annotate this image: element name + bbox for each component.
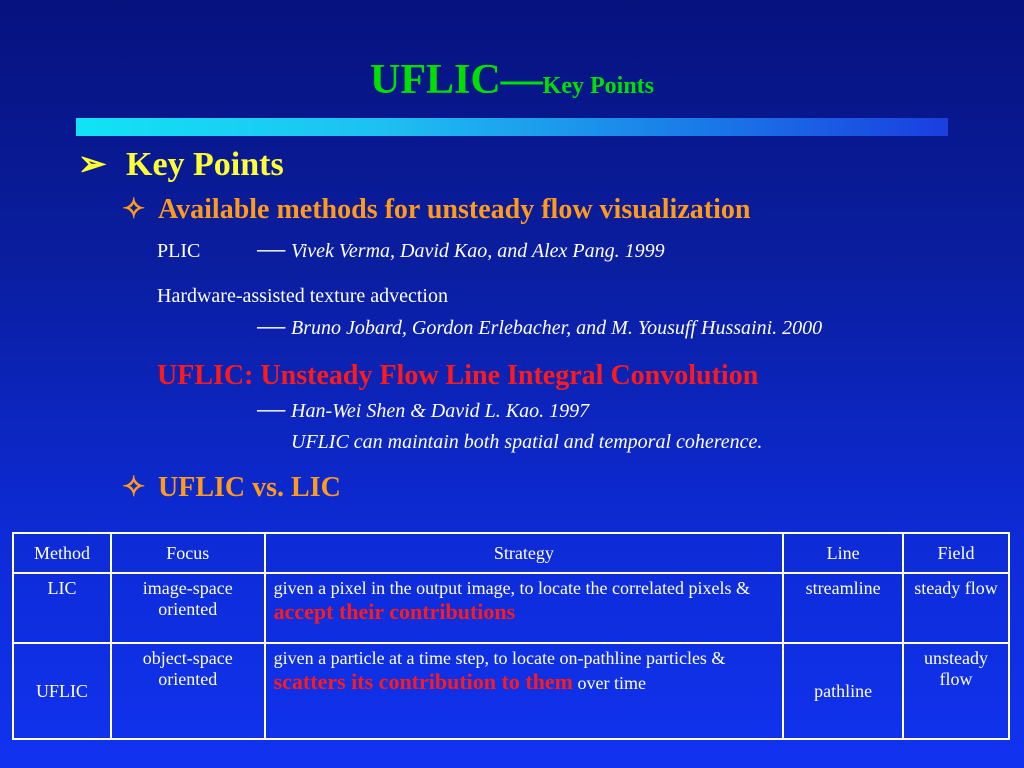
uflic-dash: ── <box>257 400 286 422</box>
plic-authors: Vivek Verma, David Kao, and Alex Pang. 1999 <box>291 240 665 262</box>
star-bullet-icon: ✧ <box>122 194 146 225</box>
hardware-authors: Bruno Jobard, Gordon Erlebacher, and M. Yousuff Hussaini. 2000 <box>291 317 823 339</box>
cell-field: steady flow <box>903 573 1009 643</box>
slide-title <box>0 56 1024 104</box>
strategy-highlight: accept their contributions <box>273 599 516 624</box>
available-methods-text: Available methods for unsteady flow visualization <box>158 194 751 225</box>
uflic-note: UFLIC can maintain both spatial and temporal coherence. <box>291 431 763 453</box>
title-underline-bar <box>76 118 948 136</box>
cell-focus: object-space oriented <box>111 643 265 739</box>
available-methods-heading <box>122 192 750 226</box>
table-row <box>13 573 1009 643</box>
cell-strategy <box>265 573 784 643</box>
hardware-dash: ── <box>257 317 286 339</box>
table-row <box>13 643 1009 739</box>
arrow-bullet-icon: ➢ <box>78 146 107 183</box>
uflic-vs-lic-heading <box>122 470 341 504</box>
cell-focus: image-space oriented <box>111 573 265 643</box>
slide-title-main: UFLIC <box>369 57 501 103</box>
cell-line: streamline <box>783 573 903 643</box>
hardware-entry-name: Hardware-assisted texture advection <box>157 285 448 307</box>
strategy-text: given a particle at a time step, to locate on-pathline particles & <box>273 648 726 668</box>
star-bullet-icon: ✧ <box>122 472 146 503</box>
uflic-method-title: UFLIC: Unsteady Flow Line Integral Convolution <box>157 360 759 391</box>
cell-method: UFLIC <box>13 643 111 739</box>
plic-name: PLIC <box>157 240 201 262</box>
plic-dash: ── <box>257 240 286 262</box>
cell-line: pathline <box>783 643 903 739</box>
header-line: Line <box>783 533 903 573</box>
key-points-heading <box>78 144 284 184</box>
uflic-authors: Han-Wei Shen & David L. Kao. 1997 <box>291 400 590 422</box>
comparison-table <box>12 532 1010 740</box>
header-field: Field <box>903 533 1009 573</box>
slide-title-sub: Key Points <box>542 73 654 99</box>
key-points-heading-text: Key Points <box>126 146 284 183</box>
cell-field: unsteady flow <box>903 643 1009 739</box>
cell-method: LIC <box>13 573 111 643</box>
uflic-vs-lic-text: UFLIC vs. LIC <box>158 472 341 503</box>
strategy-highlight: scatters its contribution to them <box>273 669 574 694</box>
strategy-text-post: over time <box>573 673 646 693</box>
header-focus: Focus <box>111 533 265 573</box>
header-method: Method <box>13 533 111 573</box>
slide-title-dash: — <box>500 57 543 103</box>
strategy-text: given a pixel in the output image, to locate the correlated pixels & <box>273 578 750 598</box>
plic-entry <box>157 240 665 263</box>
table-header-row <box>13 533 1009 573</box>
header-strategy: Strategy <box>265 533 784 573</box>
cell-strategy <box>265 643 784 739</box>
